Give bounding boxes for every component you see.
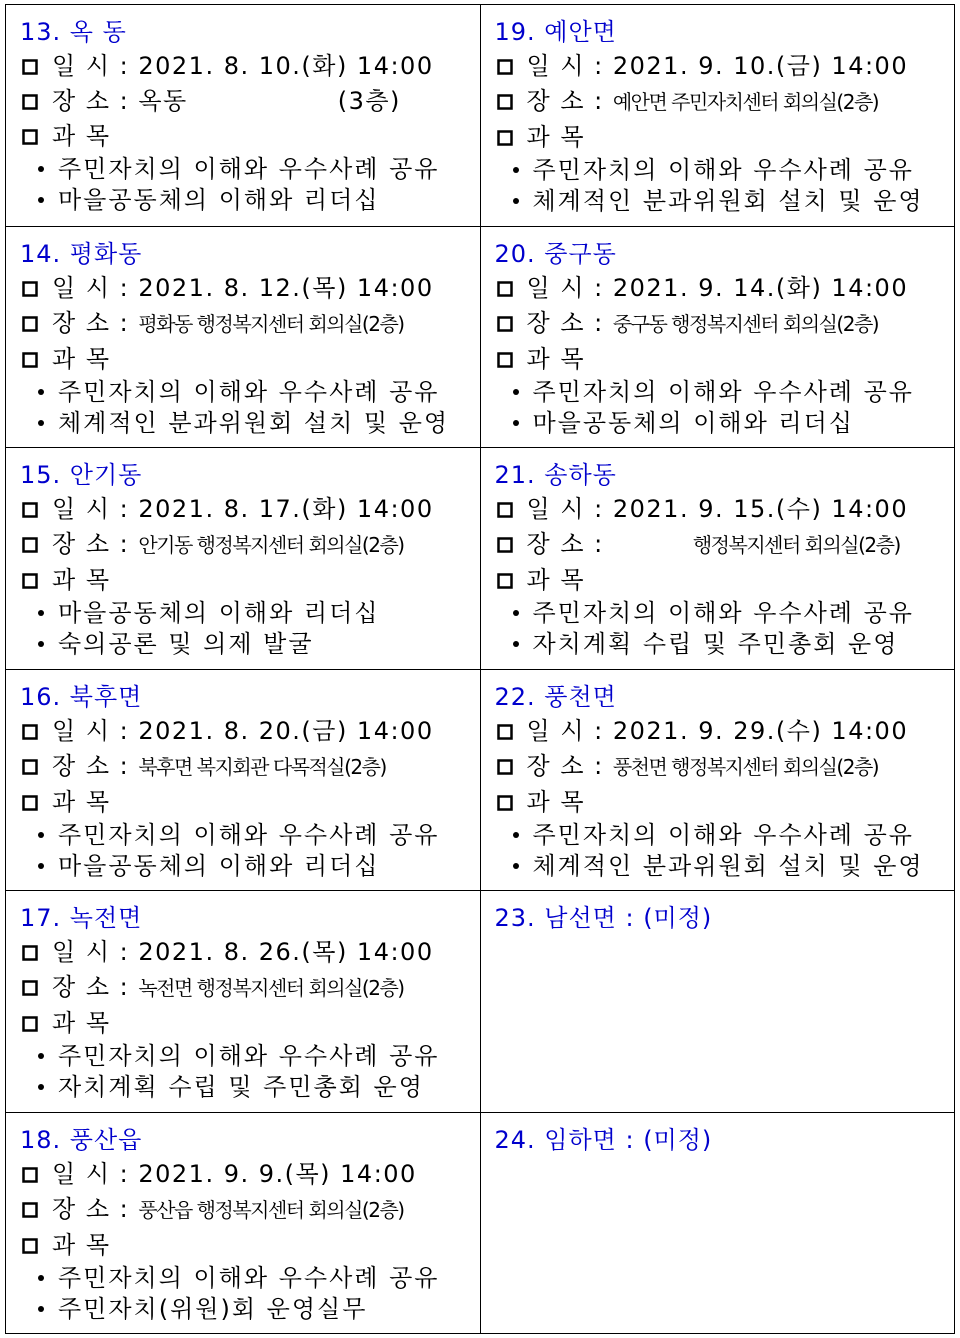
topic-item [495, 820, 955, 851]
date-value: 2021. 9. 29.(수) 14:00 [612, 716, 909, 745]
hollow-square-icon [22, 1167, 38, 1183]
topic-item [495, 155, 955, 186]
topic-text: 체계적인 분과위원회 설치 및 운영 [532, 851, 924, 880]
bullet-icon [38, 1306, 44, 1312]
place-label: 장 소 : [52, 973, 130, 1001]
hollow-square-icon [497, 316, 513, 332]
place-row [495, 84, 955, 120]
topic-text: 마을공동체의 이해와 리더십 [532, 408, 854, 437]
session-title: 14. 평화동 [20, 239, 143, 268]
hollow-square-icon [22, 1016, 38, 1032]
topic-item [495, 598, 955, 629]
session-title: 22. 풍천면 [494, 682, 617, 711]
date-label: 일 시 : [526, 52, 604, 80]
topic-text: 체계적인 분과위원회 설치 및 운영 [58, 408, 450, 437]
place-row [495, 749, 955, 785]
bullet-icon [513, 832, 519, 838]
subject-row [20, 563, 480, 598]
hollow-square-icon [22, 724, 38, 740]
bullet-icon [38, 420, 44, 426]
session-title: 13. 옥 동 [20, 18, 127, 46]
hollow-square-icon [22, 573, 38, 589]
bullet-icon [38, 1053, 44, 1059]
hollow-square-icon [22, 795, 38, 811]
place-room: (3층) [337, 87, 401, 115]
bullet-icon [38, 389, 44, 395]
date-label: 일 시 : [526, 273, 604, 302]
topic-item [495, 408, 955, 439]
hollow-square-icon [22, 352, 38, 368]
place-value: 행정복지센터 회의실(2층) [692, 533, 900, 557]
subject-label: 과 목 [52, 566, 111, 594]
topic-text: 체계적인 분과위원회 설치 및 운영 [532, 187, 924, 215]
place-value: 북후면 복지회관 다목적실(2층) [138, 754, 386, 779]
session-cell [6, 226, 481, 448]
date-value: 2021. 8. 12.(목) 14:00 [138, 273, 434, 302]
bullet-icon [513, 198, 519, 204]
date-label: 일 시 : [52, 52, 130, 80]
place-value: 예안면 주민자치센터 회의실(2층) [612, 90, 879, 114]
topic-text: 주민자치의 이해와 우수사례 공유 [58, 377, 440, 406]
date-row [495, 271, 955, 306]
session-title: 18. 풍산읍 [20, 1125, 143, 1154]
hollow-square-icon [22, 945, 38, 961]
date-row [495, 49, 955, 84]
date-row [20, 935, 480, 970]
topic-text: 자치계획 수립 및 주민총회 운영 [58, 1073, 424, 1101]
topic-item [495, 377, 955, 408]
date-value: 2021. 8. 26.(목) 14:00 [138, 938, 434, 966]
date-value: 2021. 8. 20.(금) 14:00 [138, 716, 434, 745]
date-row [20, 1157, 480, 1192]
topic-item [20, 598, 480, 629]
topic-item [20, 629, 480, 660]
session-title: 23. 남선면 : (미정) [494, 904, 713, 932]
subject-row [495, 785, 955, 820]
hollow-square-icon [22, 502, 38, 518]
place-row [495, 306, 955, 342]
bullet-icon [38, 166, 44, 172]
subject-label: 과 목 [526, 787, 585, 816]
place-label: 장 소 : [526, 87, 604, 115]
topic-item [20, 820, 480, 851]
hollow-square-icon [22, 316, 38, 332]
bullet-icon [513, 610, 519, 616]
topic-text: 주민자치의 이해와 우수사례 공유 [532, 377, 914, 406]
topic-item [495, 629, 955, 660]
date-label: 일 시 : [52, 938, 130, 966]
hollow-square-icon [22, 129, 38, 145]
bullet-icon [38, 832, 44, 838]
topic-text: 마을공동체의 이해와 리더십 [58, 186, 380, 214]
hollow-square-icon [497, 59, 513, 75]
place-value: 풍천면 행정복지센터 회의실(2층) [612, 754, 879, 779]
place-row [20, 306, 480, 342]
session-title: 19. 예안면 [494, 18, 617, 46]
subject-label: 과 목 [52, 344, 111, 373]
date-label: 일 시 : [52, 1159, 130, 1188]
date-row [20, 49, 480, 84]
subject-row [495, 563, 955, 598]
subject-row [20, 342, 480, 377]
hollow-square-icon [497, 130, 513, 146]
session-title: 16. 북후면 [20, 682, 143, 711]
topic-text: 주민자치의 이해와 우수사례 공유 [58, 155, 440, 183]
topic-text: 주민자치(위원)회 운영실무 [58, 1294, 368, 1323]
date-value: 2021. 8. 17.(화) 14:00 [138, 495, 434, 523]
subject-row [20, 785, 480, 820]
session-cell [480, 891, 955, 1113]
date-value: 2021. 8. 10.(화) 14:00 [138, 52, 434, 80]
session-cell [480, 1112, 955, 1334]
hollow-square-icon [497, 724, 513, 740]
session-cell [6, 891, 481, 1113]
bullet-icon [38, 1084, 44, 1090]
bullet-icon [513, 167, 519, 173]
hollow-square-icon [22, 281, 38, 297]
date-label: 일 시 : [526, 716, 604, 745]
hollow-square-icon [22, 1238, 38, 1254]
date-row [495, 714, 955, 749]
hollow-square-icon [22, 759, 38, 775]
session-cell [6, 669, 481, 891]
topic-item [495, 186, 955, 217]
hollow-square-icon [22, 94, 38, 110]
hollow-square-icon [22, 537, 38, 553]
hollow-square-icon [497, 281, 513, 297]
bullet-icon [513, 641, 519, 647]
date-row [495, 492, 955, 527]
bullet-icon [38, 1275, 44, 1281]
bullet-icon [38, 197, 44, 203]
topic-text: 마을공동체의 이해와 리더십 [58, 599, 380, 627]
topic-item [20, 408, 480, 439]
hollow-square-icon [497, 502, 513, 518]
place-label: 장 소 : [526, 530, 604, 558]
session-cell [480, 226, 955, 448]
subject-label: 과 목 [52, 787, 111, 816]
session-cell [6, 448, 481, 670]
bullet-icon [38, 610, 44, 616]
hollow-square-icon [497, 537, 513, 553]
place-row [20, 527, 480, 563]
subject-label: 과 목 [526, 344, 585, 373]
place-row [495, 527, 955, 563]
session-title: 15. 안기동 [20, 461, 143, 489]
session-cell [480, 669, 955, 891]
place-label: 장 소 : [52, 308, 130, 337]
topic-item [20, 1072, 480, 1103]
subject-row [495, 120, 955, 155]
place-value: 녹전면 행정복지센터 회의실(2층) [138, 976, 404, 1000]
hollow-square-icon [22, 980, 38, 996]
date-row [20, 271, 480, 306]
topic-item [20, 377, 480, 408]
place-value: 안기동 행정복지센터 회의실(2층) [138, 533, 404, 557]
place-row [20, 84, 480, 119]
topic-text: 자치계획 수립 및 주민총회 운영 [532, 630, 899, 658]
hollow-square-icon [497, 795, 513, 811]
hollow-square-icon [497, 573, 513, 589]
session-cell [480, 448, 955, 670]
bullet-icon [38, 641, 44, 647]
subject-label: 과 목 [52, 1230, 111, 1259]
place-row [20, 749, 480, 785]
topic-item [20, 185, 480, 216]
place-label: 장 소 : [526, 308, 604, 337]
place-value: 중구동 행정복지센터 회의실(2층) [612, 311, 879, 336]
session-cell [6, 5, 481, 227]
session-cell [480, 5, 955, 227]
subject-row [20, 119, 480, 154]
topic-text: 주민자치의 이해와 우수사례 공유 [532, 599, 914, 627]
hollow-square-icon [497, 94, 513, 110]
place-label: 장 소 : [52, 530, 130, 558]
topic-text: 숙의공론 및 의제 발굴 [58, 630, 314, 658]
place-label: 장 소 : [52, 1194, 130, 1223]
session-title: 17. 녹전면 [20, 904, 143, 932]
schedule-table [5, 4, 955, 1334]
subject-label: 과 목 [52, 1009, 111, 1037]
subject-row [495, 342, 955, 377]
place-value: 평화동 행정복지센터 회의실(2층) [138, 311, 404, 336]
date-value: 2021. 9. 9.(목) 14:00 [138, 1159, 417, 1188]
bullet-icon [513, 863, 519, 869]
topic-text: 마을공동체의 이해와 리더십 [58, 851, 380, 880]
date-row [20, 492, 480, 527]
date-label: 일 시 : [526, 495, 604, 523]
place-label: 장 소 : [52, 87, 130, 115]
subject-label: 과 목 [526, 566, 585, 594]
session-title: 24. 임하면 : (미정) [494, 1125, 713, 1154]
topic-item [495, 851, 955, 882]
bullet-icon [38, 863, 44, 869]
subject-row [20, 1006, 480, 1041]
date-value: 2021. 9. 14.(화) 14:00 [612, 273, 909, 302]
topic-text: 주민자치의 이해와 우수사례 공유 [58, 1263, 440, 1292]
date-row [20, 714, 480, 749]
topic-text: 주민자치의 이해와 우수사례 공유 [58, 820, 440, 849]
date-value: 2021. 9. 10.(금) 14:00 [612, 52, 909, 80]
topic-item [20, 1263, 480, 1294]
hollow-square-icon [497, 352, 513, 368]
bullet-icon [513, 420, 519, 426]
topic-text: 주민자치의 이해와 우수사례 공유 [532, 820, 914, 849]
session-cell [6, 1112, 481, 1334]
bullet-icon [513, 389, 519, 395]
date-label: 일 시 : [52, 495, 130, 523]
topic-item [20, 1294, 480, 1325]
subject-row [20, 1228, 480, 1263]
place-row [20, 1192, 480, 1228]
place-row [20, 970, 480, 1006]
topic-item [20, 154, 480, 185]
topic-text: 주민자치의 이해와 우수사례 공유 [58, 1042, 440, 1070]
place-label: 장 소 : [526, 751, 604, 780]
hollow-square-icon [22, 1202, 38, 1218]
place-label: 장 소 : [52, 751, 130, 780]
place-value: 풍산읍 행정복지센터 회의실(2층) [138, 1197, 404, 1222]
topic-item [20, 1041, 480, 1072]
hollow-square-icon [22, 59, 38, 75]
topic-item [20, 851, 480, 882]
subject-label: 과 목 [526, 123, 585, 151]
date-label: 일 시 : [52, 273, 130, 302]
place-name: 옥동 [138, 87, 188, 115]
date-label: 일 시 : [52, 716, 130, 745]
hollow-square-icon [497, 759, 513, 775]
topic-text: 주민자치의 이해와 우수사례 공유 [532, 156, 914, 184]
subject-label: 과 목 [52, 122, 111, 150]
session-title: 20. 중구동 [494, 239, 617, 268]
session-title: 21. 송하동 [494, 461, 617, 489]
date-value: 2021. 9. 15.(수) 14:00 [612, 495, 909, 523]
